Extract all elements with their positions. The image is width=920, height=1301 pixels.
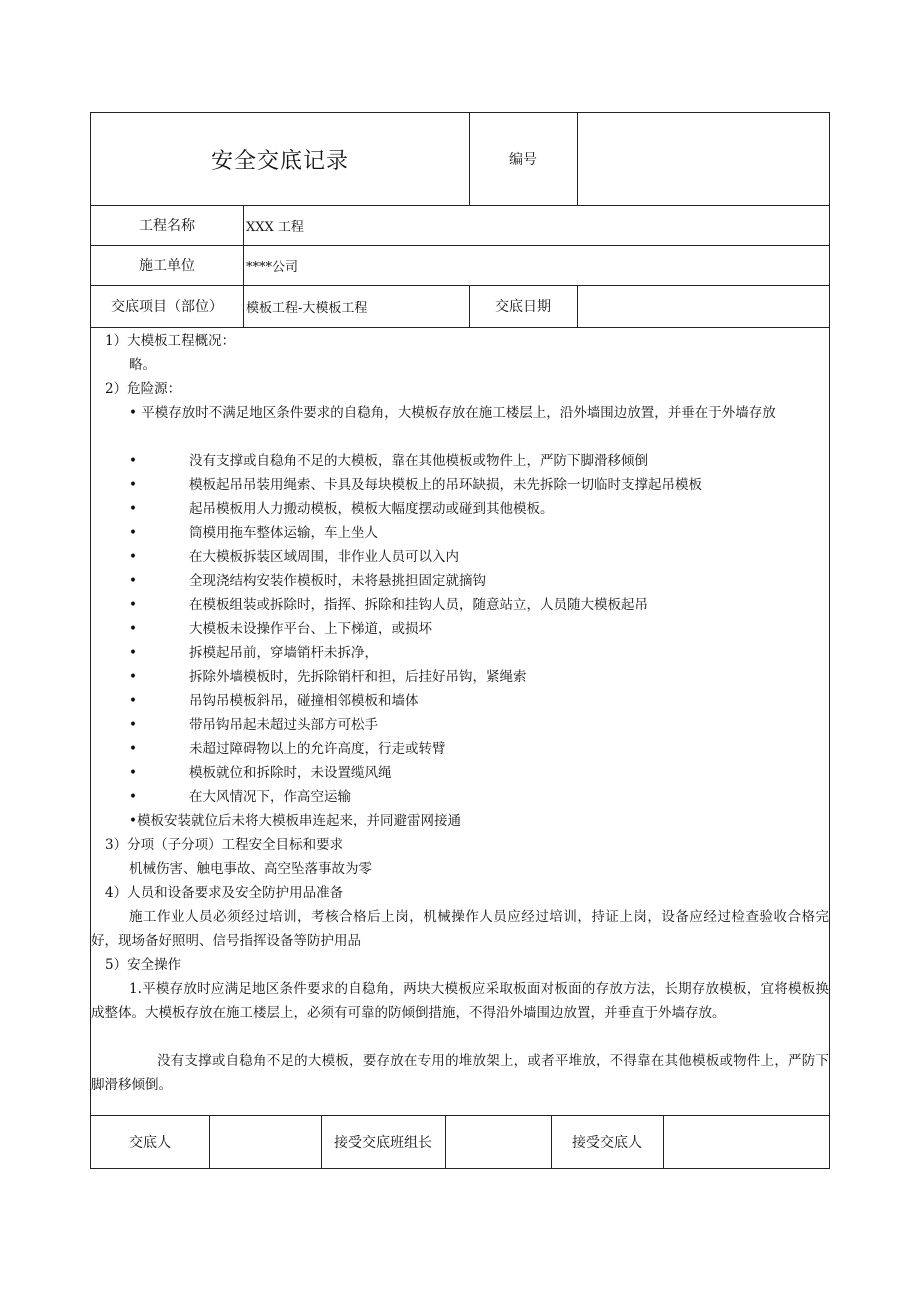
hazard-item: 模板起吊吊装用绳索、卡具及每块模板上的吊环缺损，未先拆除一切临时支撑起吊模板 xyxy=(189,477,702,493)
section-operation-title: 5）安全操作 xyxy=(105,957,182,973)
construction-unit-label: 施工单位 xyxy=(139,258,195,274)
receiver-signature[interactable] xyxy=(663,1115,829,1169)
hazard-item: 在大风情况下，作高空运输 xyxy=(189,789,351,805)
bullet-icon: • xyxy=(129,693,137,709)
briefing-date-label: 交底日期 xyxy=(495,299,551,315)
bullet-icon: • xyxy=(129,717,137,733)
briefing-date-value[interactable] xyxy=(577,285,829,327)
bullet-icon: • xyxy=(129,765,137,781)
number-label: 编号 xyxy=(509,152,537,168)
hazard-item: 拆除外墙模板时，先拆除销杆和担，后挂好吊钩，紧绳索 xyxy=(189,669,527,685)
bullet-icon: • xyxy=(129,621,137,637)
section-personnel-text: 施工作业人员必须经过培训，考核合格后上岗，机械操作人员应经过培训，持证上岗，设备应经过检查验收合格完好，现场备好照明、信号指挥设备等防护用品 xyxy=(91,909,829,949)
presenter-signature[interactable] xyxy=(209,1115,321,1169)
section-operation-paragraph: 1.平模存放时应满足地区条件要求的自稳角，两块大模板应采取板面对板面的存放方法，长期存放模板，宜将模板换成整体。大模板存放在施工楼层上，必须有可靠的防倾倒措施，不得沿外墙围边放置，并垂直于外墙存放。 xyxy=(91,981,829,1021)
hazard-item: 在模板组装或拆除时，指挥、拆除和挂钩人员，随意站立，人员随大模板起吊 xyxy=(189,597,648,613)
briefing-item-value[interactable]: 模板工程-大模板工程 xyxy=(246,300,368,316)
section-operation-paragraph: 没有支撑或自稳角不足的大模板，要存放在专用的堆放架上，或者平堆放，不得靠在其他模板或物件上，严防下脚滑移倾倒。 xyxy=(91,1053,829,1093)
bullet-icon: • xyxy=(129,789,137,805)
team-leader-label: 接受交底班组长 xyxy=(334,1135,432,1151)
hazard-item: 带吊钩吊起未超过头部方可松手 xyxy=(189,717,378,733)
bullet-icon: • xyxy=(129,477,137,493)
hazard-item: 起吊模板用人力搬动模板，模板大幅度摆动或碰到其他模板。 xyxy=(189,501,554,517)
bullet-icon: • xyxy=(129,525,137,541)
hazard-item-last: •模板安装就位后未将大模板串连起来，并同避雷网接通 xyxy=(129,813,461,829)
section-overview-title: 1）大模板工程概况： xyxy=(105,333,236,349)
section-hazards-title: 2）危险源： xyxy=(105,381,182,397)
section-overview-text: 略。 xyxy=(129,357,156,373)
hazard-item-first: • 平模存放时不满足地区条件要求的自稳角，大模板存放在施工楼层上，沿外墙围边放置，并垂在于外墙存放 xyxy=(129,405,776,421)
safety-briefing-form xyxy=(90,112,830,1169)
bullet-icon: • xyxy=(129,597,137,613)
hazard-item: 没有支撑或自稳角不足的大模板，靠在其他模板或物件上，严防下脚滑移倾倒 xyxy=(189,453,648,469)
bullet-icon: • xyxy=(129,645,137,661)
receiver-label: 接受交底人 xyxy=(572,1135,642,1151)
hazard-item: 大模板未设操作平台、上下梯道，或损坏 xyxy=(189,621,432,637)
bullet-icon: • xyxy=(129,669,137,685)
construction-unit-value[interactable]: ****公司 xyxy=(246,259,299,275)
hazard-item: 模板就位和拆除时，未设置缆风绳 xyxy=(189,765,392,781)
hazard-item: 筒模用拖车整体运输，车上坐人 xyxy=(189,525,378,541)
presenter-label: 交底人 xyxy=(129,1135,171,1151)
number-value[interactable] xyxy=(577,113,829,205)
bullet-icon: • xyxy=(129,501,137,517)
section-goals-title: 3）分项（子分项）工程安全目标和要求 xyxy=(105,837,344,853)
bullet-icon: • xyxy=(129,549,137,565)
section-goals-text: 机械伤害、触电事故、高空坠落事故为零 xyxy=(129,861,372,877)
hazard-item: 全现浇结构安装作模板时，未将悬挑担固定就摘钩 xyxy=(189,573,486,589)
grid-line xyxy=(91,327,829,328)
bullet-icon: • xyxy=(129,741,137,757)
project-name-label: 工程名称 xyxy=(139,218,195,234)
section-personnel-title: 4）人员和设备要求及安全防护用品准备 xyxy=(105,885,344,901)
project-name-value[interactable]: XXX 工程 xyxy=(246,219,304,235)
team-leader-signature[interactable] xyxy=(445,1115,551,1169)
form-title: 安全交底记录 xyxy=(210,148,349,174)
hazard-item: 在大模板拆装区域周围，非作业人员可以入内 xyxy=(189,549,459,565)
hazard-item: 拆模起吊前，穿墙销杆未拆净， xyxy=(189,645,378,661)
bullet-icon: • xyxy=(129,453,137,469)
hazard-item: 吊钩吊模板斜吊，碰撞相邻模板和墙体 xyxy=(189,693,419,709)
hazard-item: 未超过障碍物以上的允许高度，行走或转臂 xyxy=(189,741,446,757)
bullet-icon: • xyxy=(129,573,137,589)
briefing-item-label: 交底项目（部位） xyxy=(111,299,223,315)
